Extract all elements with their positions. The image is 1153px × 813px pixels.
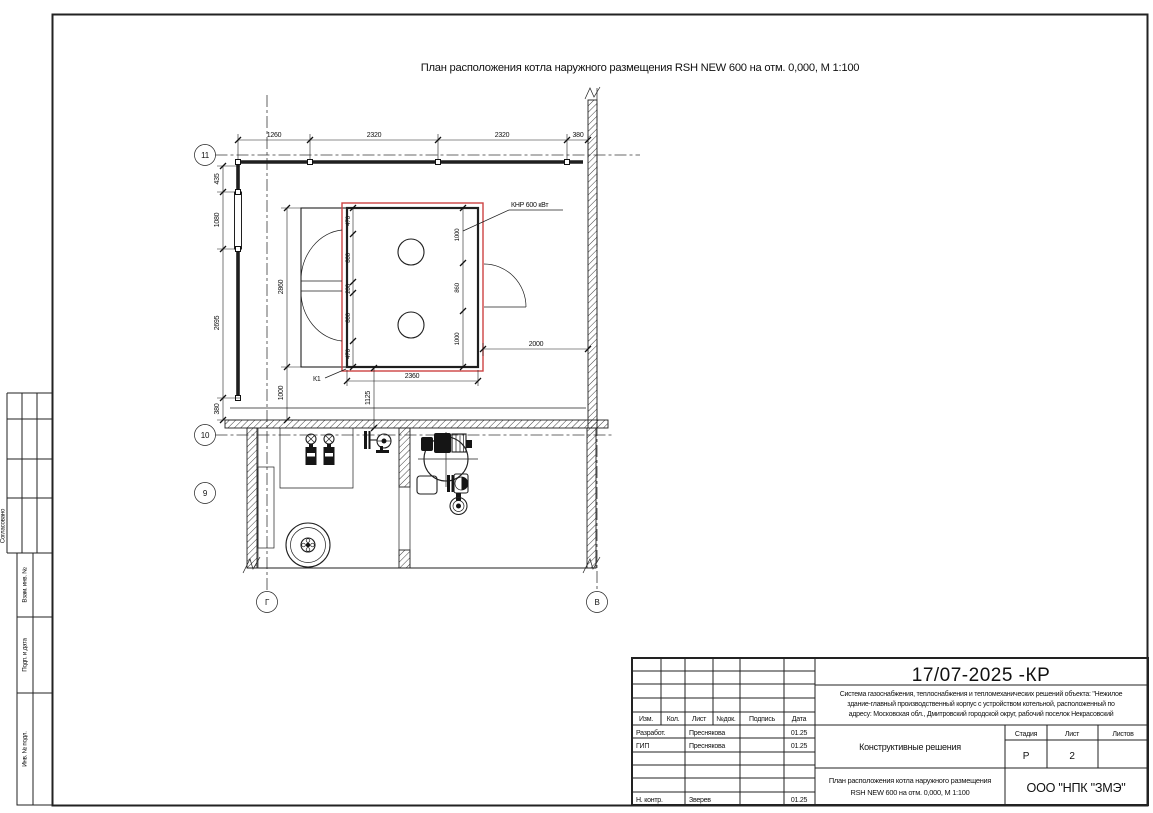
flue-opening-2 bbox=[398, 312, 424, 338]
dimension-texts bbox=[214, 132, 584, 414]
wall-window bbox=[235, 192, 242, 249]
dim-bl-4: 860 bbox=[345, 313, 352, 323]
wall-break-icon bbox=[585, 87, 600, 99]
title-block-rows bbox=[636, 729, 807, 804]
doc-number: 17/07-2025 -КР bbox=[911, 665, 1051, 686]
row-date: 01.25 bbox=[790, 730, 808, 737]
stage-value: Р bbox=[1022, 751, 1030, 762]
dim-top-4: 380 bbox=[572, 132, 584, 139]
k1-label: К1 bbox=[313, 376, 321, 383]
boiler-platform bbox=[301, 208, 478, 367]
dim-bl-5: 470 bbox=[345, 349, 352, 359]
axis-v: В bbox=[594, 598, 600, 607]
row-role: Разработ. bbox=[636, 730, 666, 737]
section-title: Конструктивные решения bbox=[859, 742, 961, 752]
sheet-label: Лист bbox=[1064, 731, 1080, 738]
plan-view bbox=[195, 62, 860, 613]
dim-top-1: 1260 bbox=[266, 132, 282, 139]
title-block-headers bbox=[639, 716, 807, 723]
boiler-area bbox=[301, 203, 526, 371]
col-data: Дата bbox=[791, 716, 807, 723]
col-list: Лист bbox=[691, 716, 707, 723]
sheet-number: 2 bbox=[1069, 751, 1075, 762]
side-strip-grid bbox=[7, 393, 52, 553]
row-date: 01.25 bbox=[790, 797, 808, 804]
dim-left-1: 435 bbox=[214, 173, 221, 185]
row-role: ГИП bbox=[636, 743, 650, 750]
tank-symbol bbox=[286, 523, 330, 567]
dim-pipe: 1125 bbox=[365, 390, 372, 406]
soglasovano-label: Согласовано bbox=[0, 508, 7, 544]
boiler-enclosure-outline bbox=[342, 203, 483, 371]
axis-g: Г bbox=[264, 598, 270, 607]
row-role: Н. контр. bbox=[636, 797, 663, 804]
row-name: Преснякова bbox=[689, 743, 726, 750]
flue-opening-1 bbox=[398, 239, 424, 265]
axis-9: 9 bbox=[202, 489, 208, 498]
dim-top-2: 2320 bbox=[366, 132, 382, 139]
pump-symbol-1 bbox=[306, 434, 317, 465]
inv-label: Инв. № подл. bbox=[21, 731, 29, 767]
dim-bl-2: 860 bbox=[345, 253, 352, 263]
boiler-label: КНР 600 кВт bbox=[511, 202, 549, 209]
col-podpis: Подпись bbox=[749, 716, 775, 723]
dim-clearance-bottom: 1000 bbox=[278, 385, 285, 401]
valve-symbol bbox=[364, 431, 391, 453]
sheets-label: Листов bbox=[1112, 731, 1134, 738]
right-wall bbox=[588, 100, 597, 428]
dim-left-4: 380 bbox=[214, 403, 221, 415]
stage-label: Стадия bbox=[1014, 731, 1038, 738]
wall-niche bbox=[258, 467, 274, 548]
lower-building bbox=[243, 428, 600, 573]
dim-br-2: 860 bbox=[454, 283, 461, 293]
podp-label: Подп. и дата bbox=[21, 638, 29, 672]
vzam-label: Взам. инв. № bbox=[21, 567, 29, 603]
door-swings bbox=[301, 230, 526, 341]
sheet-title-line2: RSH NEW 600 на отм. 0,000, М 1:100 bbox=[850, 788, 970, 797]
dim-bl-1: 470 bbox=[345, 216, 352, 226]
pump-symbol-2 bbox=[324, 434, 335, 465]
dim-bl-3: 200 bbox=[345, 284, 352, 294]
company-name: ООО "НПК "ЗМЭ" bbox=[1026, 781, 1126, 795]
col-ndok: №док. bbox=[716, 716, 736, 723]
dim-top-3: 2320 bbox=[494, 132, 510, 139]
project-desc-line3: адресу: Московская обл., Дмитровский городской округ, рабочий поселок Некрасовский bbox=[848, 711, 1114, 718]
wall-nodes bbox=[236, 160, 570, 401]
project-desc-line2: здание-главный производственный корпус с устройством котельной, расположенный по bbox=[847, 701, 1115, 708]
dim-clearance-right: 2000 bbox=[528, 341, 544, 348]
col-izm: Изм. bbox=[639, 716, 653, 723]
axis-10: 10 bbox=[200, 431, 210, 440]
dimension-lines bbox=[217, 134, 591, 431]
south-wall bbox=[225, 420, 608, 428]
axis-11: 11 bbox=[201, 151, 209, 160]
row-name: Преснякова bbox=[689, 730, 726, 737]
project-desc-line1: Система газоснабжения, теплоснабжения и тепломеханических решений объекта: "Нежилое bbox=[839, 691, 1123, 698]
plan-title: План расположения котла наружного размещения RSH NEW 600 на отм. 0,000, М 1:100 bbox=[420, 62, 860, 74]
dim-left-3: 2695 bbox=[214, 315, 221, 331]
side-strip bbox=[0, 393, 52, 805]
sheet-title-line1: План расположения котла наружного размещения bbox=[828, 776, 992, 785]
dim-br-1: 1000 bbox=[454, 228, 461, 242]
equipment-box bbox=[417, 476, 437, 494]
row-date: 01.25 bbox=[790, 743, 808, 750]
dim-left-2: 1080 bbox=[214, 212, 221, 228]
row-name: Зверев bbox=[689, 797, 711, 804]
dim-br-3: 1000 bbox=[454, 332, 461, 346]
title-block bbox=[632, 658, 1148, 805]
col-kol: Кол. bbox=[666, 716, 680, 723]
dim-platform-depth: 2860 bbox=[278, 279, 285, 295]
dim-boiler-width: 2360 bbox=[404, 373, 420, 380]
